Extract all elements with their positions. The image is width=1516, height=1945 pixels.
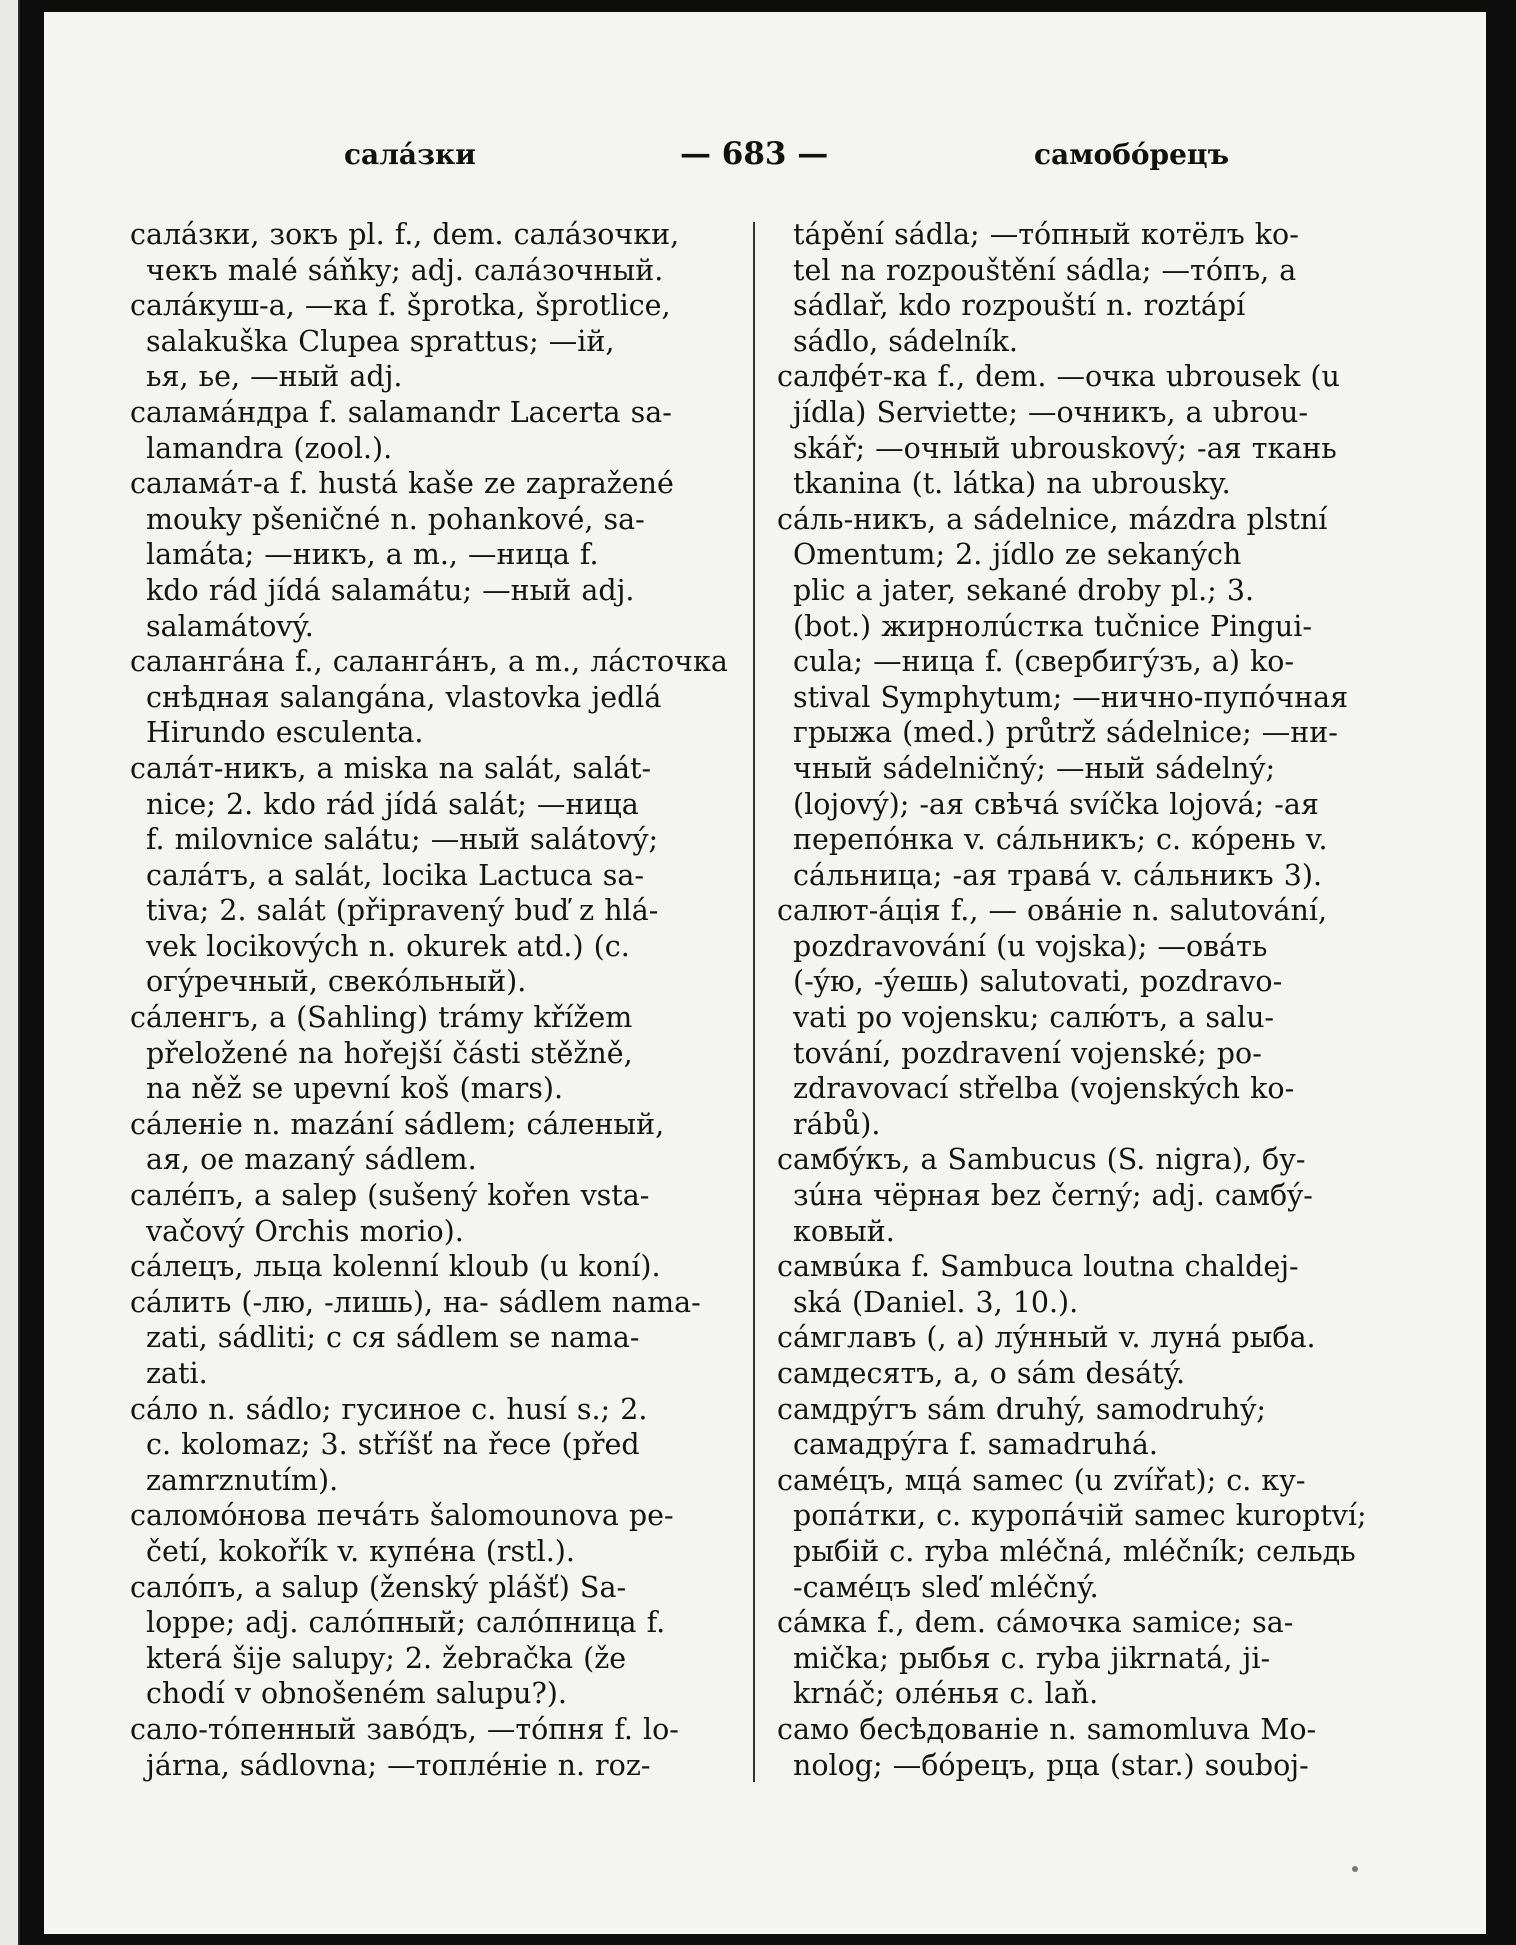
page-number: — 683 —: [680, 136, 829, 172]
dictionary-line: tel na rozpouštění sádla; —тóпъ, а: [793, 253, 1297, 287]
dictionary-line: nolog; —бóрецъ, рца (star.) souboj-: [793, 1748, 1309, 1782]
dictionary-line: járna, sádlovna; —топлéніе n. roz-: [146, 1748, 651, 1782]
dictionary-line: само бесѣдованіе n. samomluva Mo-: [777, 1712, 1317, 1746]
dictionary-line: салáтъ, а salát, locika Lactuca sa-: [146, 858, 645, 892]
dictionary-line: ská (Daniel. 3, 10.).: [793, 1285, 1079, 1319]
dictionary-line: сало-тóпенный завóдъ, —тóпня f. lo-: [130, 1712, 679, 1746]
dictionary-line: саламáндра f. salamandr Lacerta sa-: [130, 395, 672, 429]
dictionary-line: salakuška Clupea sprattus; —ій,: [146, 324, 615, 358]
dictionary-line: сáленгъ, а (Sahling) trámy křížem: [130, 1001, 633, 1035]
dictionary-line: снѣдная salangána, vlastovka jedlá: [146, 680, 662, 714]
dictionary-line: tkanina (t. látka) na ubrousky.: [793, 467, 1231, 501]
left-column: [130, 217, 730, 1783]
dictionary-line: самбýкъ, а Sambucus (S. nigra), бу-: [777, 1143, 1306, 1177]
dictionary-line: jídla) Serviette; —очникъ, а ubrou-: [793, 395, 1308, 429]
dictionary-line: vati po vojensku; салю́тъ, а salu-: [793, 1001, 1275, 1035]
column-divider: [753, 222, 755, 1782]
dictionary-line: самдесятъ, а, о sám desátý.: [777, 1357, 1186, 1390]
dictionary-line: salamátový.: [146, 609, 314, 643]
dictionary-line: сáленіе n. mazání sádlem; сáленый,: [130, 1107, 665, 1141]
dictionary-line: чный sádelničný; —ный sádelný;: [793, 751, 1276, 785]
ink-speck: [1352, 1866, 1358, 1872]
dictionary-line: Hirundo esculenta.: [146, 716, 424, 750]
dictionary-line: rábů).: [793, 1107, 881, 1141]
dictionary-page: [44, 12, 1486, 1934]
dictionary-line: plic a jater, sekané droby pl.; 3.: [793, 573, 1255, 607]
dictionary-line: sádlař, kdo rozpouští n. roztápí: [793, 289, 1246, 323]
dictionary-line: саломóнова печáть šalomounova pe-: [130, 1499, 674, 1533]
dictionary-line: loppe; adj. салóпный; салóпница f.: [146, 1606, 666, 1640]
dictionary-line: ропáтки, с. куропáчій samec kuroptví;: [793, 1499, 1367, 1533]
dictionary-line: самéцъ, мцá samec (u zvířat); с. ку-: [777, 1463, 1306, 1497]
dictionary-line: грыжа (med.) průtrž sádelnice; —ни-: [793, 716, 1338, 750]
dictionary-line: zati, sádliti; с ся sádlem se nama-: [146, 1321, 640, 1355]
dictionary-line: сáлецъ, льца kolenní kloub (u koní).: [130, 1250, 661, 1284]
dictionary-line: chodí v obnošeném salupu?).: [146, 1677, 567, 1711]
dictionary-line: f. milovnice salátu; —ный salátový;: [146, 823, 659, 857]
right-column: [777, 217, 1435, 1783]
dictionary-line: lamandra (zool.).: [146, 431, 393, 465]
dictionary-line: сáлить (-лю, -лишь), на- sádlem nama-: [130, 1285, 701, 1319]
dictionary-line: салáкуш-а, —ка f. šprotka, šprotlice,: [130, 289, 671, 323]
dictionary-line: (-ýю, -ýешь) salutovati, pozdravo-: [793, 965, 1283, 999]
dictionary-line: ья, ье, —ный adj.: [146, 360, 403, 394]
dictionary-line: -самéцъ sleď mléčný.: [793, 1570, 1099, 1604]
dictionary-line: рыбій с. ryba mléčná, mléčník; сельдь: [793, 1534, 1356, 1568]
dictionary-line: салфéт-ка f., dem. —очка ubrousek (u: [777, 360, 1340, 394]
dictionary-line: перепóнка v. сáльникъ; с. кóрень v.: [793, 823, 1328, 857]
dictionary-line: огýречный, свекóльный).: [146, 965, 527, 999]
dictionary-line: зúна чёрная bez černý; adj. самбý-: [793, 1179, 1313, 1213]
dictionary-line: zati.: [146, 1357, 208, 1390]
dictionary-line: самадрýга f. samadruhá.: [793, 1428, 1158, 1462]
dictionary-line: салéпъ, а salep (sušený kořen vsta-: [130, 1179, 650, 1213]
dictionary-line: na něž se upevní koš (mars).: [146, 1072, 564, 1106]
dictionary-line: ковый.: [793, 1214, 895, 1248]
dictionary-line: mouky pšeničné n. pohankové, sa-: [146, 502, 645, 536]
dictionary-line: mička; рыбья с. ryba jikrnatá, ji-: [793, 1641, 1271, 1675]
dictionary-line: сáмка f., dem. сáмочка samice; sa-: [777, 1606, 1294, 1640]
dictionary-line: vek locikových n. okurek atd.) (c.: [146, 929, 630, 963]
dictionary-line: přeložené na hořejší části stěžně,: [146, 1036, 633, 1070]
dictionary-line: krnáč; олéнья с. laň.: [793, 1677, 1099, 1711]
dictionary-line: салют-áція f., — овáніе n. salutování,: [777, 894, 1328, 928]
dictionary-line: сáльница; -ая травá v. сáльникъ 3).: [793, 858, 1323, 892]
dictionary-line: zdravovací střelba (vojenských ko-: [793, 1072, 1295, 1106]
dictionary-line: салáт-никъ, а miska na salát, salát-: [130, 751, 652, 785]
dictionary-line: tování, pozdravení vojenské; po-: [793, 1036, 1262, 1070]
dictionary-line: самдрýгъ sám druhý, samodruhý;: [777, 1392, 1266, 1426]
dictionary-line: саламáт-а f. hustá kaše ze zapražené: [130, 467, 674, 501]
dictionary-line: tápění sádla; —тóпный котёлъ ko-: [793, 218, 1299, 251]
dictionary-line: сáль-никъ, а sádelnice, mázdra plstní: [777, 502, 1328, 536]
dictionary-line: vačový Orchis morio).: [146, 1214, 464, 1248]
dictionary-line: stival Symphytum; —нично-пупóчная: [793, 680, 1349, 714]
page-header: [44, 130, 1486, 180]
dictionary-line: skář; —очный ubrouskový; -ая ткань: [793, 431, 1337, 465]
dictionary-line: sádlo, sádelník.: [793, 324, 1018, 358]
dictionary-line: c. kolomaz; 3. stříšť na řece (před: [146, 1428, 640, 1462]
dictionary-line: lamáta; —никъ, а m., —ница f.: [146, 538, 599, 572]
dictionary-line: (lojový); -ая свѣчá svíčka lojová; -ая: [793, 787, 1319, 821]
right-running-headword: самобóрецъ: [1034, 138, 1230, 171]
dictionary-line: nice; 2. kdo rád jídá salát; —ница: [146, 787, 639, 821]
dictionary-line: zamrznutím).: [146, 1463, 339, 1497]
dictionary-line: Omentum; 2. jídlo ze sekaných: [793, 538, 1242, 572]
dictionary-line: сáмглавъ (, а) лýнный v. лунá рыба.: [777, 1321, 1316, 1355]
dictionary-line: чекъ malé sáňky; adj. салáзочный.: [146, 253, 664, 287]
dictionary-line: která šije salupy; 2. žebračka (že: [146, 1641, 627, 1675]
dictionary-line: kdo rád jídá salamátu; —ный adj.: [146, 573, 635, 607]
previous-page-edge: [0, 0, 20, 1945]
dictionary-line: tiva; 2. salát (připravený buď z hlá-: [146, 894, 659, 928]
left-running-headword: салáзки: [344, 138, 476, 171]
dictionary-line: салáзки, зокъ pl. f., dem. салáзочки,: [130, 218, 680, 251]
dictionary-line: cula; —ница f. (свербигýзъ, а) ko-: [793, 645, 1295, 679]
dictionary-line: сáло n. sádlo; гусиное с. husí s.; 2.: [130, 1392, 648, 1426]
dictionary-line: (bot.) жирнолúстка tučnice Pingui-: [793, 609, 1312, 643]
dictionary-line: салóпъ, а salup (ženský plášť) Sa-: [130, 1570, 627, 1604]
dictionary-line: самвúка f. Sambuca loutna chaldej-: [777, 1250, 1299, 1284]
dictionary-line: četí, kokořík v. купéна (rstl.).: [146, 1534, 575, 1568]
dictionary-line: pozdravování (u vojska); —овáть: [793, 929, 1268, 963]
dictionary-line: ая, ое mazaný sádlem.: [146, 1143, 477, 1177]
dictionary-line: салангáна f., салангáнъ, а m., лáсточка: [130, 645, 728, 679]
